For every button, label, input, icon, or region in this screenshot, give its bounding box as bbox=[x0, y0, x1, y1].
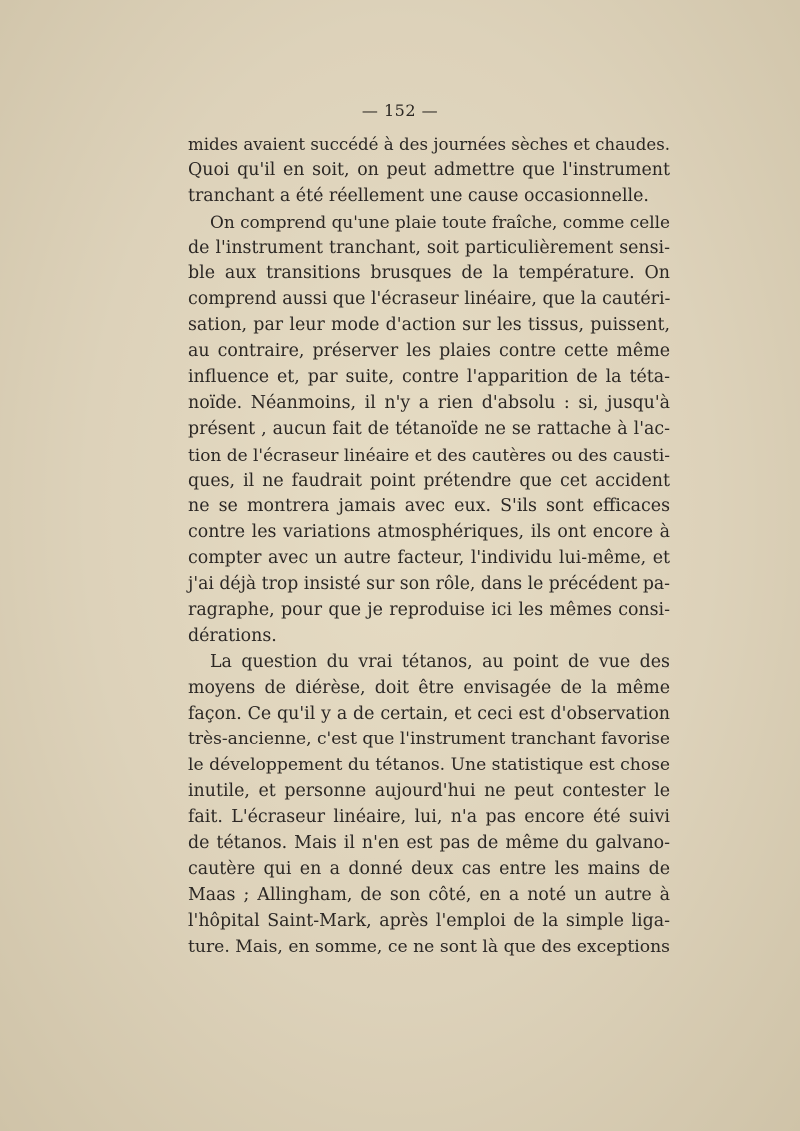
body-text bbox=[188, 132, 670, 961]
text-line: très-ancienne, c'est que l'instrument tranchant favorise bbox=[188, 729, 671, 750]
text-line: tion de l'écraseur linéaire et des cautères ou des causti- bbox=[188, 444, 670, 465]
text-line: moyens de diérèse, doit être envisagée de la même bbox=[188, 677, 670, 698]
text-line: fait. L'écraseur linéaire, lui, n'a pas encore été suivi bbox=[188, 807, 670, 828]
text-line: de tétanos. Mais il n'en est pas de même du galvano- bbox=[188, 833, 670, 854]
text-line: dérations. bbox=[188, 625, 277, 646]
text-line: mides avaient succédé à des journées sèches et chaudes. bbox=[188, 135, 670, 154]
text-line: ques, il ne faudrait point prétendre que cet accident bbox=[188, 470, 670, 491]
text-line: noïde. Néanmoins, il n'y a rien d'absolu : si, jusqu'à bbox=[188, 392, 670, 413]
text-line: influence et, par suite, contre l'apparition de la téta- bbox=[188, 367, 670, 388]
text-line: ne se montrera jamais avec eux. S'ils sont efficaces bbox=[188, 496, 670, 517]
text-line: Quoi qu'il en soit, on peut admettre que l'instrument bbox=[188, 159, 670, 180]
text-line: cautère qui en a donné deux cas entre les mains de bbox=[188, 858, 670, 879]
text-line: Maas ; Allingham, de son côté, en a noté un autre à bbox=[188, 884, 670, 905]
text-line: La question du vrai tétanos, au point de vue des bbox=[210, 651, 670, 672]
page-number: — 152 — bbox=[361, 101, 439, 120]
text-line: ture. Mais, en somme, ce ne sont là que des exceptions bbox=[188, 936, 670, 957]
text-line: inutile, et personne aujourd'hui ne peut contester le bbox=[188, 781, 670, 802]
text-line: de l'instrument tranchant, soit particulièrement sensi- bbox=[188, 237, 670, 258]
text-line: contre les variations atmosphériques, ils ont encore à bbox=[188, 522, 670, 543]
text-line: ble aux transitions brusques de la température. On bbox=[188, 263, 670, 284]
text-line: le développement du tétanos. Une statistique est chose bbox=[188, 755, 671, 776]
text-line: comprend aussi que l'écraseur linéaire, que la cautéri- bbox=[188, 289, 671, 310]
text-line: au contraire, préserver les plaies contre cette même bbox=[188, 341, 670, 362]
text-line: façon. Ce qu'il y a de certain, et ceci est d'observation bbox=[188, 703, 670, 724]
text-line: On comprend qu'une plaie toute fraîche, comme celle bbox=[210, 211, 670, 232]
text-line: compter avec un autre facteur, l'individu lui-même, et bbox=[188, 548, 670, 569]
text-line: l'hôpital Saint-Mark, après l'emploi de la simple liga- bbox=[188, 910, 670, 931]
text-line: présent , aucun fait de tétanoïde ne se rattache à l'ac- bbox=[188, 418, 670, 439]
text-line: tranchant a été réellement une cause occasionnelle. bbox=[188, 185, 649, 206]
text-line: sation, par leur mode d'action sur les tissus, puissent, bbox=[188, 315, 670, 336]
text-line: j'ai déjà trop insisté sur son rôle, dans le précédent pa- bbox=[188, 574, 670, 595]
text-line: ragraphe, pour que je reproduise ici les mêmes consi- bbox=[188, 600, 670, 621]
